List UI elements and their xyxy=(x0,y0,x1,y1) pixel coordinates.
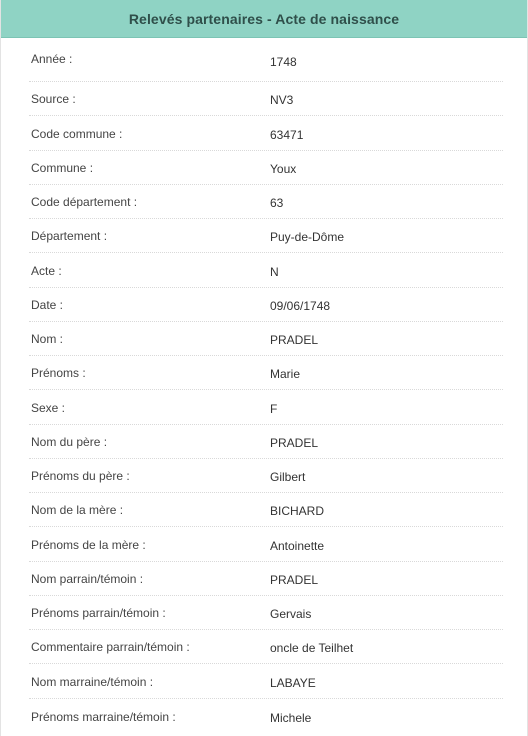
panel-header xyxy=(1,0,527,38)
field-value: Antoinette xyxy=(270,538,325,553)
field-value: oncle de Teilhet xyxy=(270,641,354,656)
field-label: Département : xyxy=(31,229,108,244)
record-row xyxy=(29,390,503,424)
record-row xyxy=(29,322,503,356)
panel-title: Relevés partenaires - Acte de naissance xyxy=(128,10,400,27)
record-row xyxy=(29,664,503,698)
field-label: Nom parrain/témoin : xyxy=(31,571,144,586)
field-value: PRADEL xyxy=(270,435,319,450)
field-value: NV3 xyxy=(270,93,294,108)
field-label: Commentaire parrain/témoin : xyxy=(31,640,190,655)
field-value: PRADEL xyxy=(270,572,319,587)
field-value: 1748 xyxy=(270,55,297,69)
record-row xyxy=(29,493,503,527)
field-label: Nom marraine/témoin : xyxy=(31,674,154,689)
record-row xyxy=(29,630,503,664)
field-value: Michele xyxy=(270,710,312,725)
field-value: 63 xyxy=(270,196,284,210)
record-row xyxy=(29,699,503,733)
field-value: PRADEL xyxy=(270,333,319,347)
field-label: Prénoms de la mère : xyxy=(31,537,146,552)
record-row xyxy=(29,38,503,82)
record-field-list xyxy=(1,38,527,733)
field-label: Code commune : xyxy=(31,126,123,141)
record-row xyxy=(29,219,503,253)
record-row xyxy=(29,562,503,596)
field-value: Youx xyxy=(270,161,297,176)
record-row xyxy=(29,356,503,390)
field-value: Gilbert xyxy=(270,470,306,484)
record-row xyxy=(29,425,503,459)
field-value: Puy-de-Dôme xyxy=(270,230,345,245)
record-row xyxy=(29,459,503,493)
field-label: Prénoms marraine/témoin : xyxy=(31,709,176,724)
field-value: Gervais xyxy=(270,607,312,621)
record-row xyxy=(29,527,503,561)
field-label: Commune : xyxy=(31,160,94,175)
field-value: N xyxy=(270,264,279,279)
field-label: Sexe : xyxy=(31,400,66,415)
record-row xyxy=(29,596,503,630)
field-label: Nom de la mère : xyxy=(31,503,124,518)
field-label: Année : xyxy=(31,52,73,66)
field-label: Nom : xyxy=(31,332,64,346)
field-value: LABAYE xyxy=(270,675,316,690)
field-value: Marie xyxy=(270,367,301,382)
field-label: Acte : xyxy=(31,263,62,278)
field-label: Prénoms parrain/témoin : xyxy=(31,606,166,620)
field-label: Code département : xyxy=(31,195,138,209)
record-row xyxy=(29,82,503,116)
field-value: BICHARD xyxy=(270,504,325,519)
field-value: 63471 xyxy=(270,127,304,142)
record-row xyxy=(29,288,503,322)
record-row xyxy=(29,151,503,185)
record-row xyxy=(29,185,503,219)
field-label: Prénoms : xyxy=(31,366,86,381)
field-label: Date : xyxy=(31,297,64,312)
record-row xyxy=(29,116,503,150)
field-label: Prénoms du père : xyxy=(31,469,130,483)
field-label: Nom du père : xyxy=(31,434,108,449)
field-value: 09/06/1748 xyxy=(270,298,331,313)
record-row xyxy=(29,253,503,287)
field-label: Source : xyxy=(31,92,76,107)
field-value: F xyxy=(270,401,278,416)
